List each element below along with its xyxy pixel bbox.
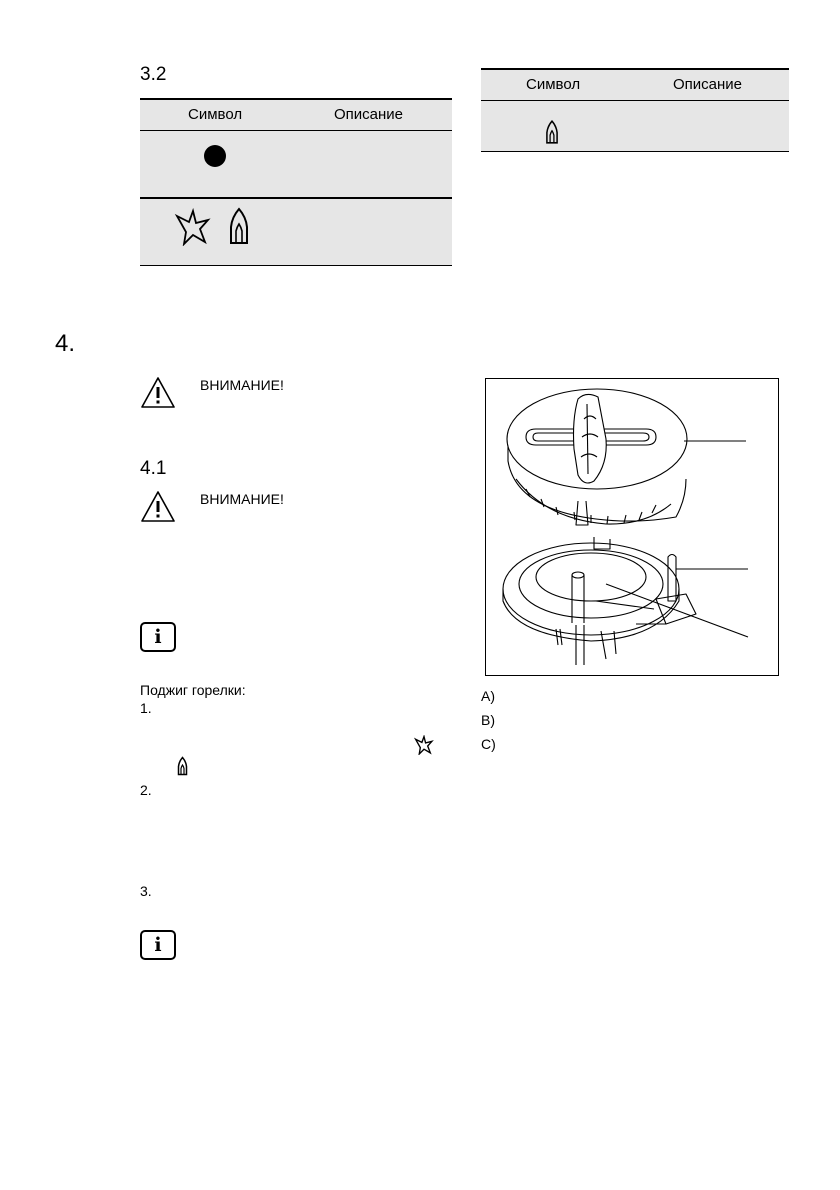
callout-c: C) [481, 736, 496, 752]
col-symbol-header: Символ [526, 76, 581, 93]
chapter-4-number: 4. [55, 330, 76, 357]
warning-label: ВНИМАНИЕ! [200, 377, 284, 393]
spark-icon [174, 208, 212, 246]
section-4-1-number: 4.1 [140, 458, 167, 479]
col-description-header: Описание [334, 106, 404, 123]
info-icon: i [140, 930, 176, 960]
flame-icon [228, 207, 250, 245]
section-3-2-number: 3.2 [140, 64, 167, 85]
step-3-number: 3. [140, 883, 152, 899]
callout-a: A) [481, 688, 495, 704]
col-symbol-header: Символ [188, 106, 243, 123]
warning-triangle-icon [140, 490, 176, 524]
table-row [481, 101, 789, 152]
table-row [140, 199, 452, 266]
spark-icon [414, 735, 434, 755]
col-description-header: Описание [673, 76, 743, 93]
warning-label: ВНИМАНИЕ! [200, 491, 284, 507]
symbol-table-3-2 [140, 98, 452, 266]
info-icon: i [140, 622, 176, 652]
symbol-table-continued [481, 68, 789, 152]
burner-illustration [486, 379, 778, 675]
filled-circle-icon [202, 143, 228, 169]
burner-figure [485, 378, 779, 676]
flame-icon [545, 119, 559, 145]
step-1-number: 1. [140, 700, 152, 716]
ignition-title: Поджиг горелки: [140, 682, 246, 698]
warning-triangle-icon [140, 376, 176, 410]
table-header [140, 98, 452, 131]
callout-b: B) [481, 712, 495, 728]
step-2-number: 2. [140, 782, 152, 798]
flame-icon [177, 756, 188, 776]
table-row [140, 131, 452, 199]
table-header [481, 68, 789, 101]
